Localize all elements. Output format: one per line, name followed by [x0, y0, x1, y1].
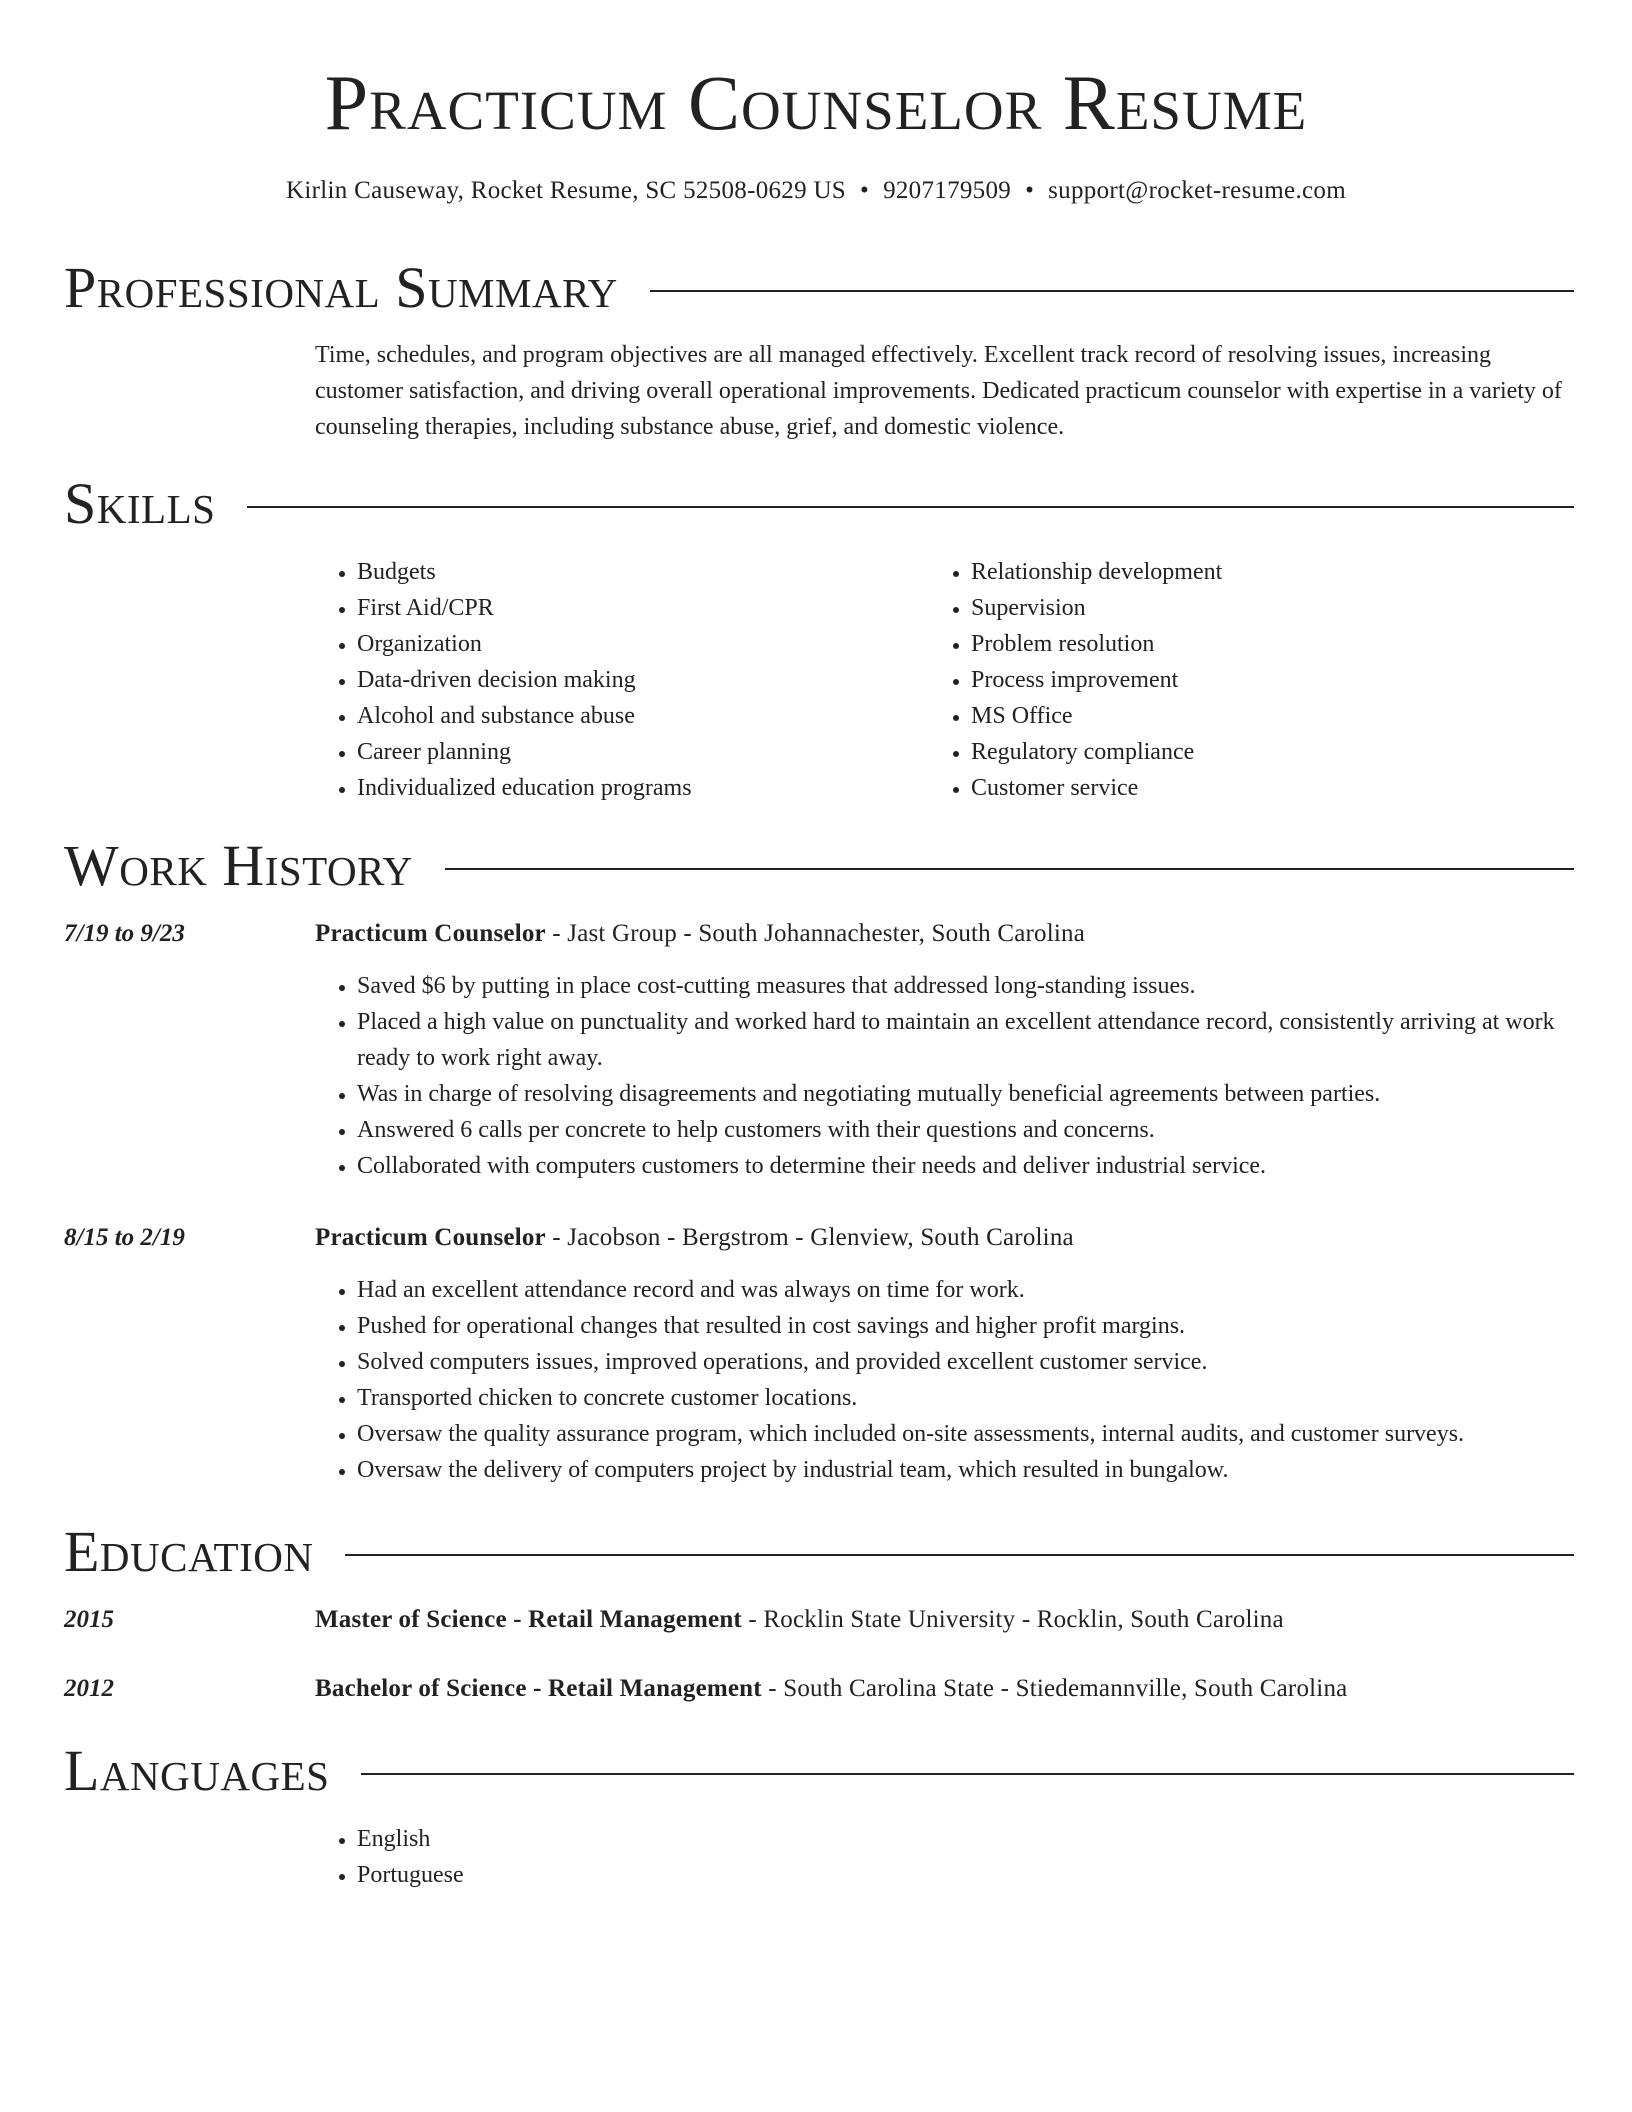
languages-list [312, 1821, 957, 1893]
section-divider [345, 1554, 1574, 1556]
skill-item: • Relationship development [971, 554, 1571, 590]
languages-section-header [64, 1738, 1574, 1804]
summary-text: Time, schedules, and program objectives are all managed effectively. Excellent track record of resolving issues, increasing customer satisfaction, and driving overall operational improvements. Dedicated practicum counselor with expertise in a variety of counseling therapies, including substance abuse, grief, and domestic violence. [315, 342, 1562, 440]
resume-title: Practicum Counselor Resume [324, 59, 1308, 146]
job-bullet: • Answered 6 calls per concrete to help customers with their questions and concerns. [357, 1112, 1595, 1148]
contact-email: support@rocket-resume.com [1048, 177, 1346, 204]
languages-heading: Languages [64, 1738, 330, 1803]
skill-item: • Individualized education programs [357, 770, 917, 806]
skills-list-left [312, 554, 917, 806]
language-item: • Portuguese [357, 1857, 957, 1893]
skill-item: • Regulatory compliance [971, 734, 1571, 770]
summary-heading: Professional Summary [64, 255, 618, 320]
skill-item: • Organization [357, 626, 917, 662]
job-bullet: • Solved computers issues, improved operations, and provided excellent customer service. [357, 1344, 1595, 1380]
education-details: - Rocklin State University - Rocklin, South Carolina [741, 1606, 1284, 1633]
skill-item: • First Aid/CPR [357, 590, 917, 626]
job-dates: 8/15 to 2/19 [64, 1224, 185, 1251]
education-entry [315, 1671, 1575, 1707]
job-bullet: • Collaborated with computers customers to determine their needs and deliver industrial service. [357, 1148, 1595, 1184]
job-bullet: • Transported chicken to concrete customer locations. [357, 1380, 1595, 1416]
skill-item: • Budgets [357, 554, 917, 590]
skill-item: • Alcohol and substance abuse [357, 698, 917, 734]
education-year: 2012 [64, 1675, 114, 1702]
education-details: - South Carolina State - Stiedemannville, South Carolina [761, 1675, 1348, 1702]
job-bullet: • Had an excellent attendance record and was always on time for work. [357, 1272, 1595, 1308]
job-bullet: • Saved $6 by putting in place cost-cutting measures that addressed long-standing issues. [357, 968, 1595, 1004]
education-section-header [64, 1519, 1574, 1585]
job-title: Practicum Counselor [315, 1224, 546, 1251]
skill-item: • Supervision [971, 590, 1571, 626]
job-details: - Jast Group - South Johannachester, South Carolina [545, 920, 1086, 947]
job-title-line [315, 1220, 1575, 1256]
work-section-header [64, 833, 1574, 899]
job-title: Practicum Counselor [315, 920, 546, 947]
skill-item: • Process improvement [971, 662, 1571, 698]
contact-separator: • [860, 177, 870, 204]
contact-separator: • [1025, 177, 1035, 204]
job-bullet: • Was in charge of resolving disagreements and negotiating mutually beneficial agreements between parties. [357, 1076, 1595, 1112]
education-entry [315, 1602, 1575, 1638]
job-bullet: • Placed a high value on punctuality and worked hard to maintain an excellent attendance record, consistently arriving at work ready to work right away. [357, 1004, 1595, 1076]
work-heading: Work History [64, 833, 413, 898]
contact-address: Kirlin Causeway, Rocket Resume, SC 52508-0629 US [286, 177, 847, 204]
skills-list-right [926, 554, 1571, 806]
job-bullet: • Pushed for operational changes that resulted in cost savings and higher profit margins. [357, 1308, 1595, 1344]
contact-phone: 9207179509 [883, 177, 1012, 204]
skills-heading: Skills [64, 471, 216, 536]
skill-item: • Problem resolution [971, 626, 1571, 662]
job-details: - Jacobson - Bergstrom - Glenview, South Carolina [545, 1224, 1074, 1251]
skills-section-header [64, 471, 1574, 537]
education-degree: Bachelor of Science - Retail Management [315, 1675, 762, 1702]
section-divider [445, 868, 1574, 870]
skill-item: • MS Office [971, 698, 1571, 734]
job-dates: 7/19 to 9/23 [64, 920, 185, 947]
education-heading: Education [64, 1519, 314, 1584]
skill-item: • Customer service [971, 770, 1571, 806]
section-divider [650, 290, 1574, 292]
education-degree: Master of Science - Retail Management [315, 1606, 742, 1633]
skill-item: • Career planning [357, 734, 917, 770]
job-bullet: • Oversaw the delivery of computers project by industrial team, which resulted in bungalow. [357, 1452, 1595, 1488]
job-bullet: • Oversaw the quality assurance program, which included on-site assessments, internal audits, and customer surveys. [357, 1416, 1595, 1452]
contact-line [0, 174, 1632, 208]
job-bullets [312, 968, 1595, 1184]
section-divider [247, 506, 1574, 508]
job-title-line [315, 916, 1575, 952]
summary-section-header [64, 255, 1574, 321]
education-year: 2015 [64, 1606, 114, 1633]
section-divider [361, 1773, 1574, 1775]
job-bullets [312, 1272, 1595, 1488]
language-item: • English [357, 1821, 957, 1857]
skill-item: • Data-driven decision making [357, 662, 917, 698]
